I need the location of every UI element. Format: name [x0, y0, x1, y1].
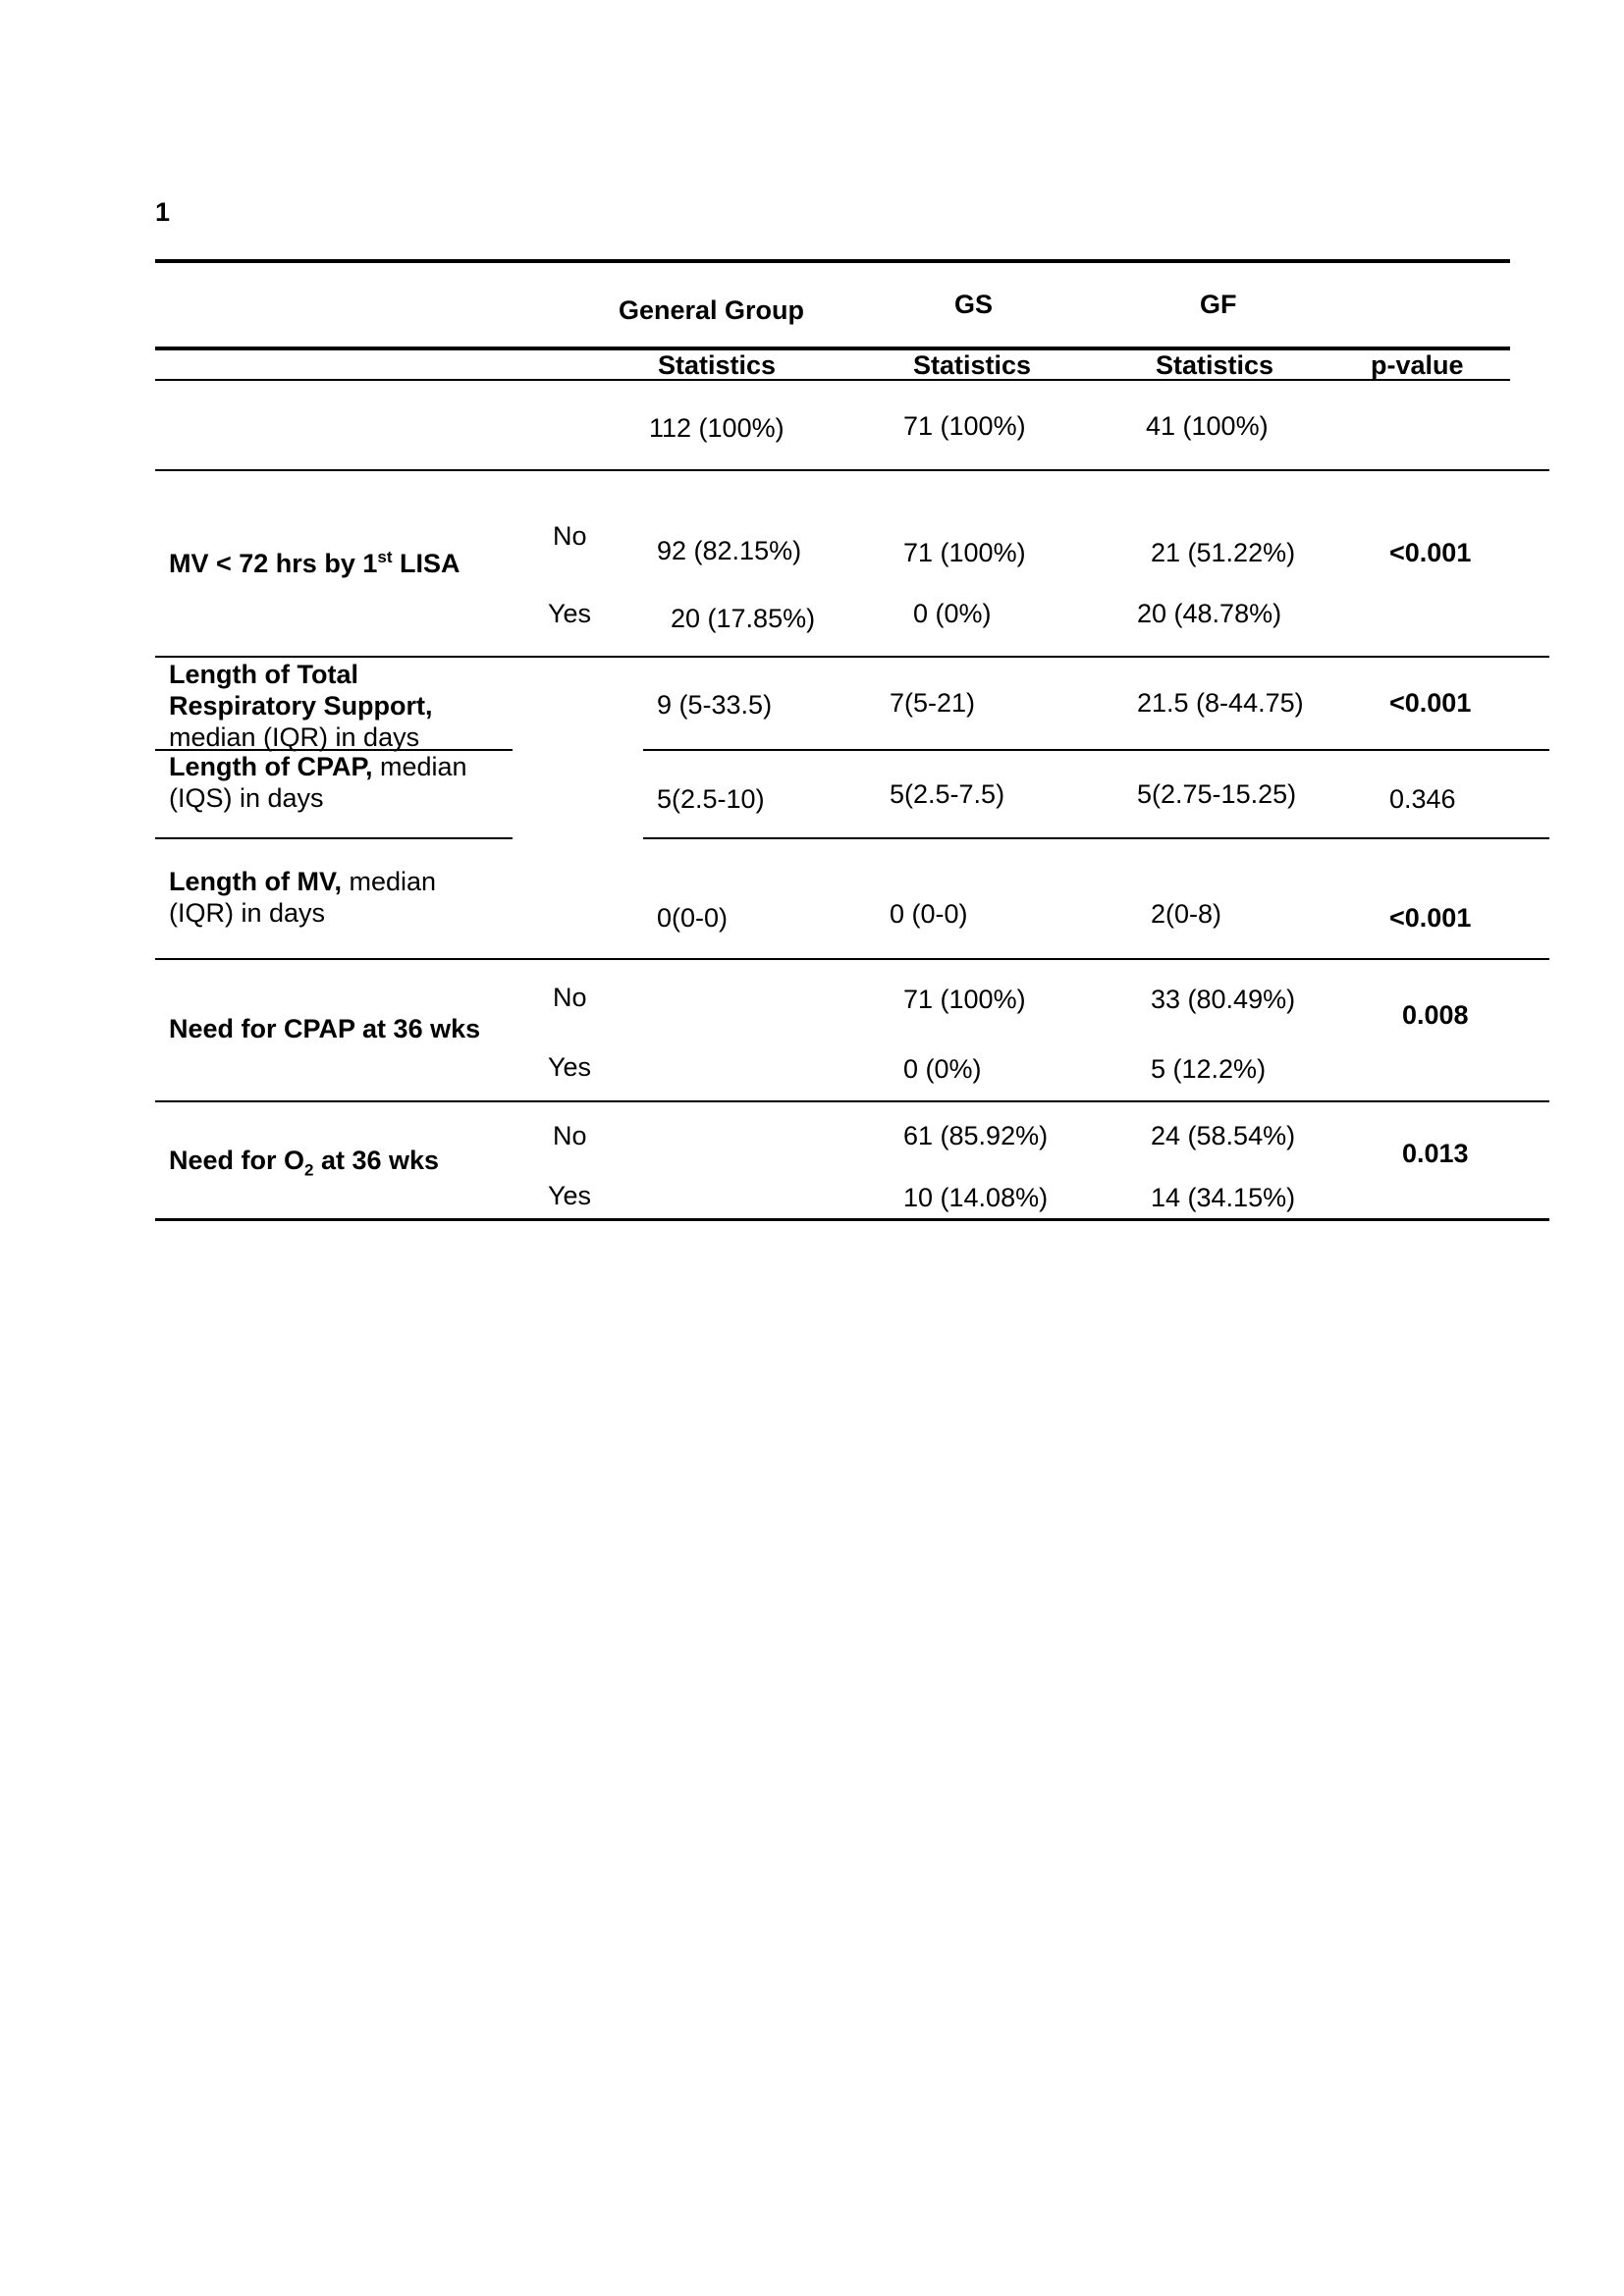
row-label-o2-36-sub: 2 [304, 1160, 314, 1180]
mv72-yes-gf: 20 (48.78%) [1137, 599, 1282, 628]
row-label-o2-36-text: Need for O [169, 1146, 305, 1175]
row-label-mv-length-rest2: (IQR) in days [169, 898, 326, 928]
mv-length-gf: 2(0-8) [1151, 899, 1222, 929]
page-number: 1 [155, 197, 171, 227]
cpap36-no-gs: 71 (100%) [903, 985, 1026, 1014]
cpap-length-gs: 5(2.5-7.5) [890, 779, 1005, 809]
row-label-mv-length-rest1: median [342, 867, 437, 896]
row-label-o2-36-tail: at 36 wks [313, 1146, 440, 1175]
mv72-no-label: No [553, 521, 587, 551]
header-general-group: General Group [619, 295, 805, 325]
total-general: 112 (100%) [649, 413, 785, 443]
rule-stat [155, 379, 1510, 381]
o2-36-yes-gf: 14 (34.15%) [1151, 1183, 1296, 1212]
mv72-yes-gs: 0 (0%) [913, 599, 992, 628]
o2-36-yes-gs: 10 (14.08%) [903, 1183, 1049, 1212]
rule-top [155, 259, 1510, 263]
header-gs: GS [954, 290, 994, 319]
mv-length-general: 0(0-0) [657, 903, 729, 933]
cpap-length-general: 5(2.5-10) [657, 784, 765, 814]
o2-36-no-gs: 61 (85.92%) [903, 1121, 1049, 1150]
rule-totals [155, 469, 1549, 471]
total-gf: 41 (100%) [1146, 411, 1269, 441]
row-label-total-support-line2: Respiratory Support, [169, 691, 433, 721]
row-label-cpap-length-rest2: (IQS) in days [169, 783, 324, 813]
total-support-general: 9 (5-33.5) [657, 690, 773, 720]
rule-cpap-left [155, 837, 513, 839]
rule-header [155, 347, 1510, 350]
cpap36-no-gf: 33 (80.49%) [1151, 985, 1296, 1014]
rule-mv72 [155, 656, 1549, 658]
header-statistics-gs: Statistics [913, 350, 1032, 380]
rule-cpap-right [643, 837, 1549, 839]
cpap36-yes-gs: 0 (0%) [903, 1054, 982, 1084]
mv-length-p-value: <0.001 [1389, 903, 1472, 933]
mv72-no-gs: 71 (100%) [903, 538, 1026, 567]
total-support-p-value: <0.001 [1389, 688, 1472, 718]
cpap36-p-value: 0.008 [1402, 1000, 1469, 1030]
row-label-total-support [169, 659, 433, 753]
row-label-mv72-text: MV < 72 hrs by 1 [169, 549, 378, 578]
row-label-cpap-length-rest1: median [372, 752, 467, 781]
header-gf: GF [1200, 290, 1237, 319]
row-label-mv72-tail: LISA [392, 549, 460, 578]
row-label-total-support-line1: Length of Total [169, 660, 358, 689]
row-label-cpap-length [169, 751, 467, 814]
rule-bottom [155, 1218, 1549, 1221]
mv72-no-gf: 21 (51.22%) [1151, 538, 1296, 567]
rule-mv-length [155, 958, 1549, 960]
header-statistics-gf: Statistics [1156, 350, 1274, 380]
total-gs: 71 (100%) [903, 411, 1026, 441]
row-label-mv-length [169, 866, 436, 929]
o2-36-yes-label: Yes [548, 1181, 592, 1210]
row-label-o2-36 [169, 1145, 440, 1180]
mv72-p-value: <0.001 [1389, 538, 1472, 567]
mv72-yes-label: Yes [548, 599, 592, 628]
header-statistics-general: Statistics [658, 350, 777, 380]
row-label-total-support-line3: median (IQR) in days [169, 722, 420, 752]
cpap-length-gf: 5(2.75-15.25) [1137, 779, 1297, 809]
o2-36-no-gf: 24 (58.54%) [1151, 1121, 1296, 1150]
total-support-gf: 21.5 (8-44.75) [1137, 688, 1304, 718]
header-p-value: p-value [1371, 350, 1464, 380]
rule-total-support-right [643, 749, 1549, 751]
cpap-length-p-value: 0.346 [1389, 784, 1456, 814]
rule-cpap36 [155, 1100, 1549, 1102]
row-label-cpap36: Need for CPAP at 36 wks [169, 1014, 481, 1043]
row-label-mv-length-bold: Length of MV, [169, 867, 342, 896]
mv72-yes-general: 20 (17.85%) [671, 604, 816, 633]
row-label-cpap-length-bold: Length of CPAP, [169, 752, 373, 781]
mv-length-gs: 0 (0-0) [890, 899, 968, 929]
row-label-mv72 [169, 548, 460, 579]
o2-36-no-label: No [553, 1121, 587, 1150]
cpap36-yes-label: Yes [548, 1052, 592, 1082]
o2-36-p-value: 0.013 [1402, 1139, 1469, 1168]
mv72-no-general: 92 (82.15%) [657, 536, 802, 565]
cpap36-yes-gf: 5 (12.2%) [1151, 1054, 1267, 1084]
row-label-mv72-sup: st [377, 548, 393, 566]
cpap36-no-label: No [553, 983, 587, 1012]
total-support-gs: 7(5-21) [890, 688, 976, 718]
